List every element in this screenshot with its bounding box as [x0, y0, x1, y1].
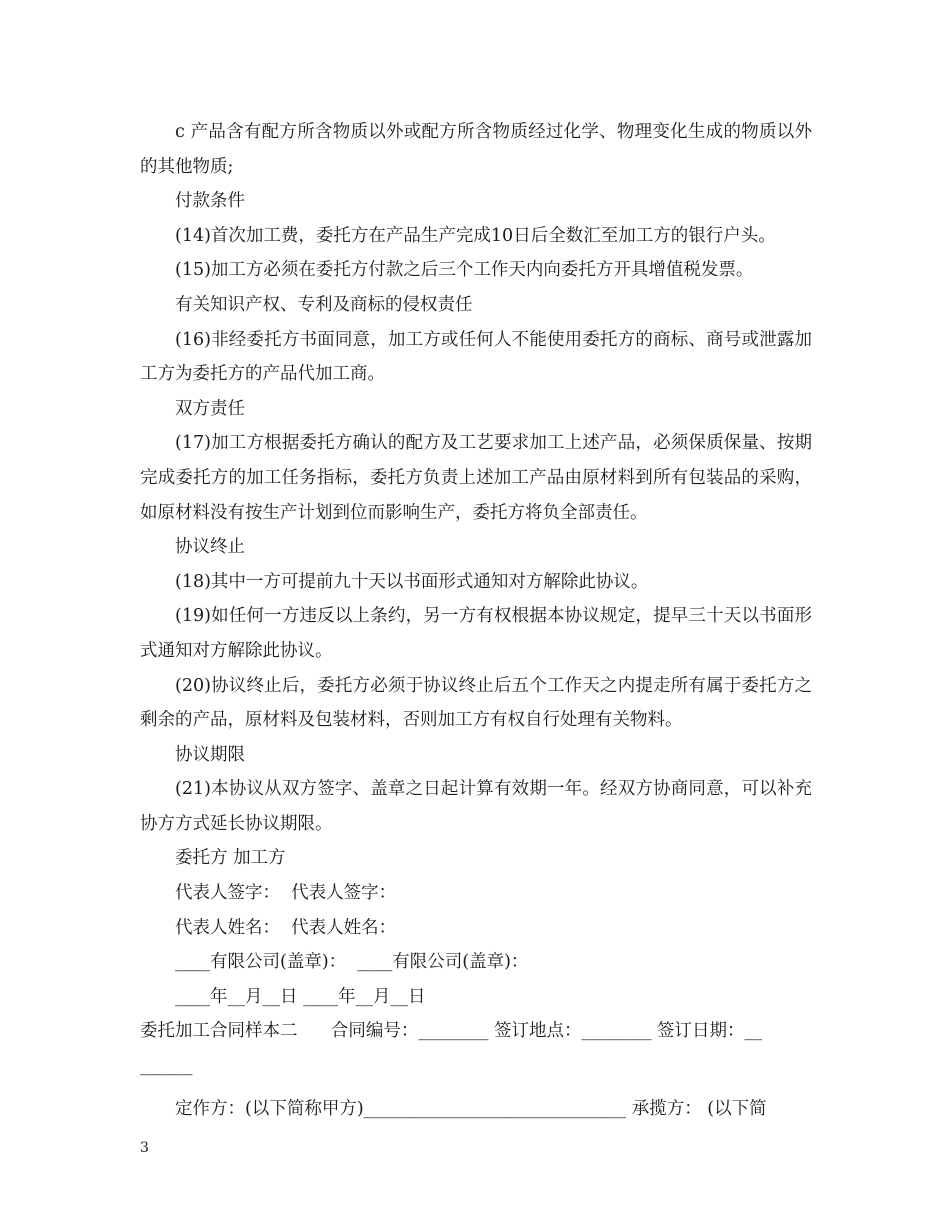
document-body: [140, 115, 812, 1126]
section-heading-term: 协议期限: [175, 744, 245, 765]
paragraph-clause-21: (21)本协议从双方签字、盖章之日起计算有效期一年。经双方协商同意，可以补充协方方式延长协议期限。: [140, 779, 812, 834]
paragraph-clause-15: (15)加工方必须在委托方付款之后三个工作天内向委托方开具增值税发票。: [175, 260, 754, 281]
paragraph-clause-16: (16)非经委托方书面同意，加工方或任何人不能使用委托方的商标、商号或泄露加工方为委托方的产品代加工商。: [140, 329, 812, 385]
signature-date: ____年__月__日 ____年__月__日: [175, 986, 426, 1007]
section-heading-payment: 付款条件: [175, 191, 245, 212]
sample-two-title-line: 委托加工合同样本二 合同编号：________ 签订地点：________ 签订日期：__: [140, 1021, 763, 1042]
paragraph-clause-c: c 产品含有配方所含物质以外或配方所含物质经过化学、物理变化生成的物质以外的其他物质;: [140, 122, 812, 177]
section-heading-responsibility: 双方责任: [175, 398, 245, 419]
signature-rep-sign: 代表人签字： 代表人签字：: [175, 883, 397, 904]
paragraph-clause-18: (18)其中一方可提前九十天以书面形式通知对方解除此协议。: [175, 571, 649, 592]
paragraph-clause-20: (20)协议终止后，委托方必须于协议终止后五个工作天之内提走所有属于委托方之剩余的产品，原材料及包装材料，否则加工方有权自行处理有关物料。: [140, 675, 812, 731]
signature-parties: 委托方 加工方: [175, 848, 286, 869]
sample-two-party-line: 定作方：(以下简称甲方)______________________________ 承揽方： (以下简: [175, 1098, 767, 1119]
signature-rep-name: 代表人姓名： 代表人姓名：: [175, 917, 397, 938]
signature-company: ____有限公司(盖章)： ____有限公司(盖章)：: [175, 952, 529, 973]
paragraph-clause-17: (17)加工方根据委托方确认的配方及工艺要求加工上述产品，必须保质保量、按期完成委托方的加工任务指标，委托方负责上述加工产品由原材料到所有包装品的采购，如原材料没有按生产计划到位而影响生产，委托方将负全部责任。: [140, 433, 812, 523]
page-number: 3: [140, 1140, 149, 1156]
sample-two-date-tail: ______: [140, 1056, 193, 1077]
paragraph-clause-19: (19)如任何一方违反以上条约，另一方有权根据本协议规定，提早三十天以书面形式通知对方解除此协议。: [140, 606, 812, 661]
paragraph-clause-14: (14)首次加工费，委托方在产品生产完成10日后全数汇至加工方的银行户头。: [175, 225, 776, 246]
section-heading-ip: 有关知识产权、专利及商标的侵权责任: [175, 294, 473, 315]
section-heading-termination: 协议终止: [175, 537, 245, 558]
